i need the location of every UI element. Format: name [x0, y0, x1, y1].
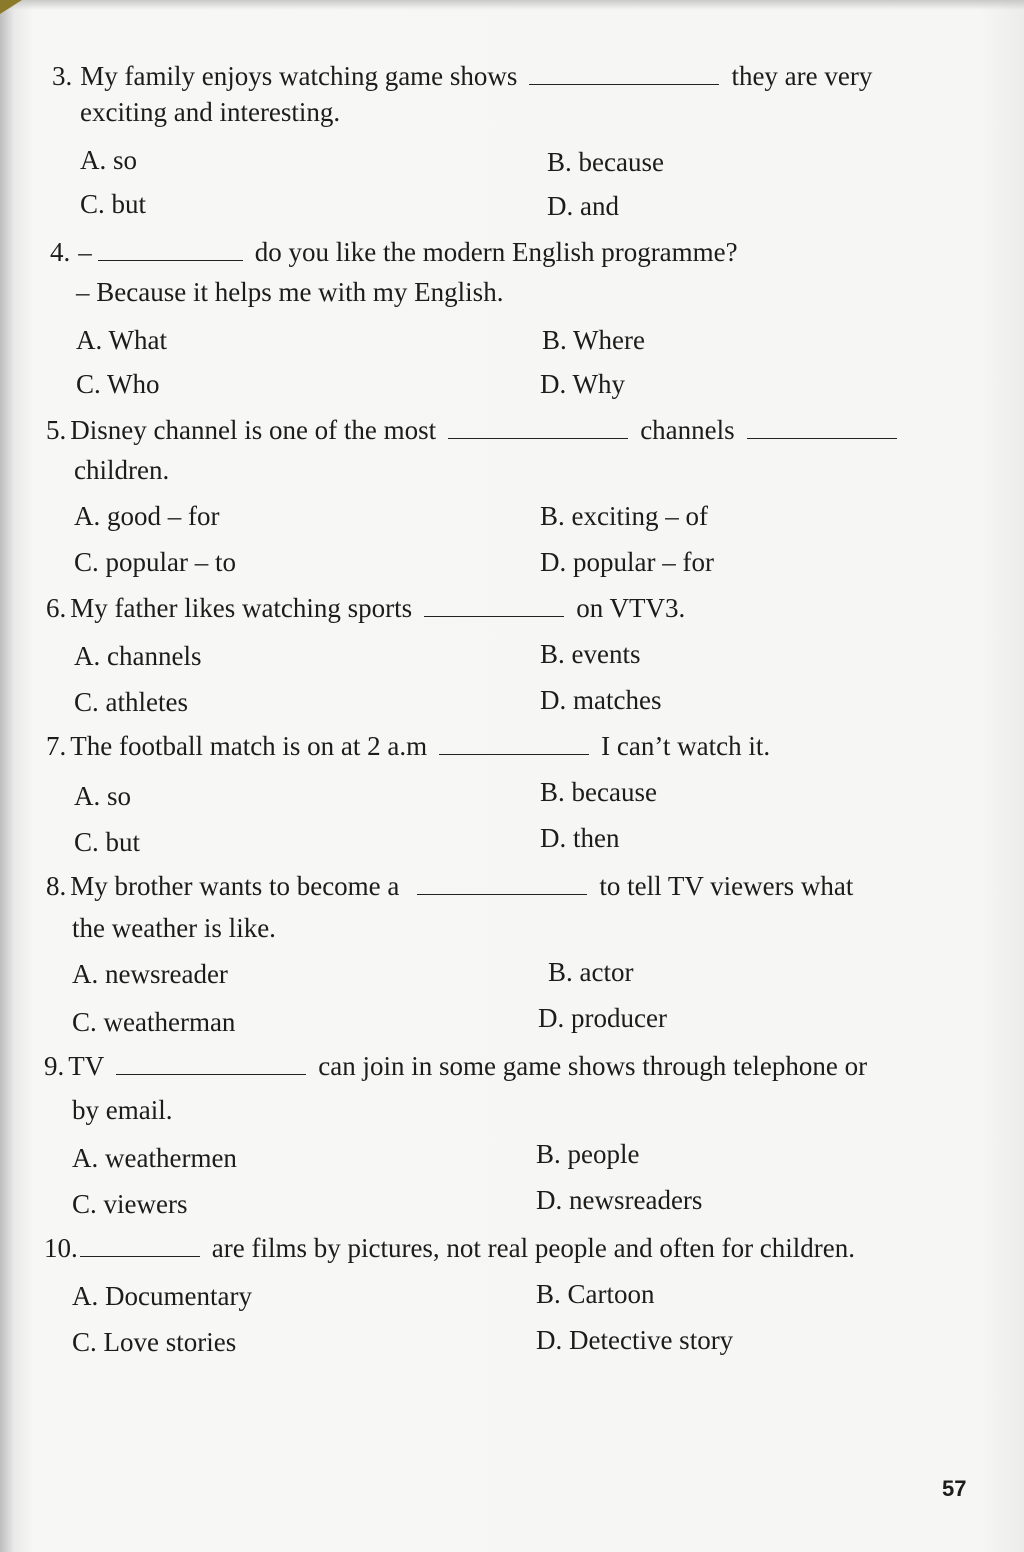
option-d[interactable]: D. newsreaders [536, 1185, 703, 1215]
option-b[interactable]: B. actor [548, 957, 634, 987]
question-text: to tell TV viewers what [599, 871, 854, 901]
question-number: 10. [44, 1233, 78, 1263]
option-d[interactable]: D. then [540, 823, 620, 853]
question-number: 8. [46, 871, 67, 901]
question-number: 7. [46, 731, 67, 761]
option-b[interactable]: B. events [540, 639, 641, 669]
question-text: they are very [731, 61, 873, 91]
question-text: are films by pictures, not real people and often for children. [211, 1233, 856, 1263]
question-10 [44, 1232, 855, 1264]
option-b[interactable]: B. Cartoon [536, 1279, 655, 1309]
answer-blank[interactable] [424, 592, 564, 617]
question-number: 6. [46, 593, 67, 623]
option-b[interactable]: B. people [536, 1139, 640, 1169]
question-text: do you like the modern English programme? [254, 237, 738, 267]
option-d[interactable]: D. matches [540, 685, 662, 715]
option-b[interactable]: B. because [540, 777, 657, 807]
option-d[interactable]: D. producer [538, 1003, 667, 1033]
question-9 [44, 1050, 867, 1082]
answer-blank[interactable] [98, 236, 243, 261]
option-a[interactable]: A. channels [74, 641, 202, 671]
question-3 [52, 60, 872, 92]
question-4-line-2: – Because it helps me with my English. [76, 277, 504, 307]
option-a[interactable]: A. newsreader [72, 959, 228, 989]
dialogue-dash: – [78, 237, 92, 267]
question-text: The football match is on at 2 a.m [70, 731, 428, 761]
option-c[interactable]: C. Love stories [72, 1327, 237, 1357]
question-8 [46, 870, 853, 902]
option-d[interactable]: D. Why [540, 369, 625, 399]
question-text: My father likes watching sports [70, 593, 413, 623]
question-5 [46, 414, 897, 446]
question-text: I can’t watch it. [601, 731, 771, 761]
answer-blank[interactable] [80, 1232, 200, 1257]
option-d[interactable]: D. Detective story [536, 1325, 734, 1355]
question-4 [50, 236, 738, 268]
question-text: Disney channel is one of the most [70, 415, 437, 445]
answer-blank[interactable] [116, 1050, 306, 1075]
question-number: 5. [46, 415, 67, 445]
option-d[interactable]: D. and [547, 191, 619, 221]
question-number: 4. [50, 237, 71, 267]
question-text: TV [68, 1051, 105, 1081]
question-8-line-2: the weather is like. [72, 913, 276, 943]
answer-blank[interactable] [417, 870, 587, 895]
question-text: My family enjoys watching game shows [80, 61, 518, 91]
option-a[interactable]: A. Documentary [72, 1281, 252, 1311]
option-c[interactable]: C. weatherman [72, 1007, 236, 1037]
answer-blank[interactable] [747, 414, 897, 439]
question-number: 3. [52, 61, 73, 91]
question-number: 9. [44, 1051, 65, 1081]
option-b[interactable]: B. because [547, 147, 664, 177]
option-a[interactable]: A. so [74, 781, 132, 811]
question-6 [46, 592, 685, 624]
option-a[interactable]: A. good – for [74, 501, 220, 531]
page-top-shadow [0, 0, 1024, 10]
page-number: 57 [942, 1476, 967, 1501]
option-c[interactable]: C. athletes [74, 687, 188, 717]
corner-mark [0, 0, 22, 14]
question-5-line-2: children. [74, 455, 170, 485]
option-c[interactable]: C. Who [76, 369, 160, 399]
answer-blank[interactable] [439, 730, 589, 755]
question-text: can join in some game shows through telephone or [318, 1051, 868, 1081]
option-d[interactable]: D. popular – for [540, 547, 714, 577]
answer-blank[interactable] [529, 60, 719, 85]
option-c[interactable]: C. popular – to [74, 547, 236, 577]
option-c[interactable]: C. but [74, 827, 141, 857]
question-text: My brother wants to become a [70, 871, 400, 901]
option-a[interactable]: A. What [76, 325, 167, 355]
answer-blank[interactable] [448, 414, 628, 439]
question-text: channels [640, 415, 735, 445]
option-b[interactable]: B. exciting – of [540, 501, 708, 531]
question-text: on VTV3. [576, 593, 686, 623]
question-7 [46, 730, 770, 762]
option-c[interactable]: C. but [80, 189, 147, 219]
option-a[interactable]: A. weathermen [72, 1143, 237, 1173]
option-c[interactable]: C. viewers [72, 1189, 188, 1219]
option-a[interactable]: A. so [80, 145, 138, 175]
option-b[interactable]: B. Where [542, 325, 645, 355]
question-3-line-2: exciting and interesting. [80, 97, 341, 127]
question-9-line-2: by email. [72, 1095, 173, 1125]
